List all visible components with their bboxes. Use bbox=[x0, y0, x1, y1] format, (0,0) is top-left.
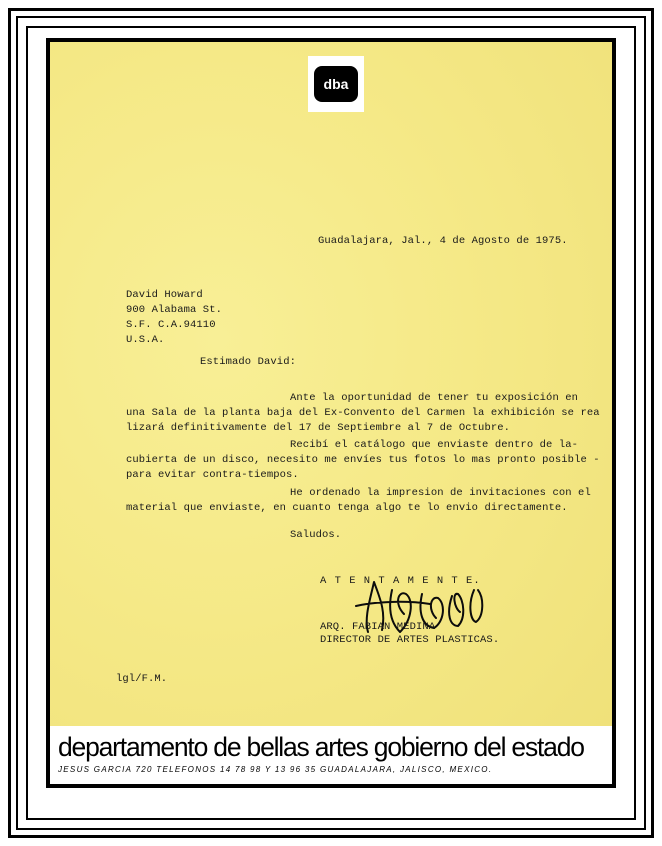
paragraph2-line1: Recibí el catálogo que enviaste dentro de la- bbox=[290, 439, 579, 451]
paragraph3-line2: material que enviaste, en cuanto tenga algo te lo envio directamente. bbox=[126, 502, 568, 514]
footer-address: JESUS GARCIA 720 TELEFONOS 14 78 98 Y 13 96 35 GUADALAJARA, JALISCO, MEXICO. bbox=[58, 765, 493, 774]
paragraph2-line2: cubierta de un disco, necesito me envíes tus fotos lo mas pronto posible - bbox=[126, 454, 600, 466]
closing: Saludos. bbox=[290, 529, 342, 541]
recipient-country: U.S.A. bbox=[126, 334, 165, 346]
recipient-city: S.F. C.A.94110 bbox=[126, 319, 216, 331]
paragraph1-line3: lizará definitivamente del 17 de Septiembre al 7 de Octubre. bbox=[126, 422, 511, 434]
paragraph1-line2: una Sala de la planta baja del Ex-Convento del Carmen la exhibición se rea bbox=[126, 407, 600, 419]
footer-title: departamento de bellas artes gobierno del estado bbox=[58, 732, 584, 762]
paragraph3-line1: He ordenado la impresion de invitaciones con el bbox=[290, 487, 591, 499]
reference-initials: lgl/F.M. bbox=[116, 673, 168, 685]
paragraph1-line1: Ante la oportunidad de tener tu exposición en bbox=[290, 392, 579, 404]
letter-page bbox=[46, 38, 616, 788]
date-line: Guadalajara, Jal., 4 de Agosto de 1975. bbox=[318, 235, 568, 247]
signer-name: ARQ. FABIAN MEDINA bbox=[320, 621, 436, 633]
recipient-street: 900 Alabama St. bbox=[126, 304, 223, 316]
letterhead-footer bbox=[50, 726, 612, 784]
sign-off: A T E N T A M E N T E. bbox=[320, 575, 481, 587]
salutation: Estimado David: bbox=[200, 356, 297, 368]
logo-mark: dba bbox=[314, 66, 358, 102]
recipient-name: David Howard bbox=[126, 289, 203, 301]
paragraph2-line3: para evitar contra-tiempos. bbox=[126, 469, 299, 481]
letterhead-logo bbox=[308, 56, 364, 112]
signer-title: DIRECTOR DE ARTES PLASTICAS. bbox=[320, 634, 500, 646]
